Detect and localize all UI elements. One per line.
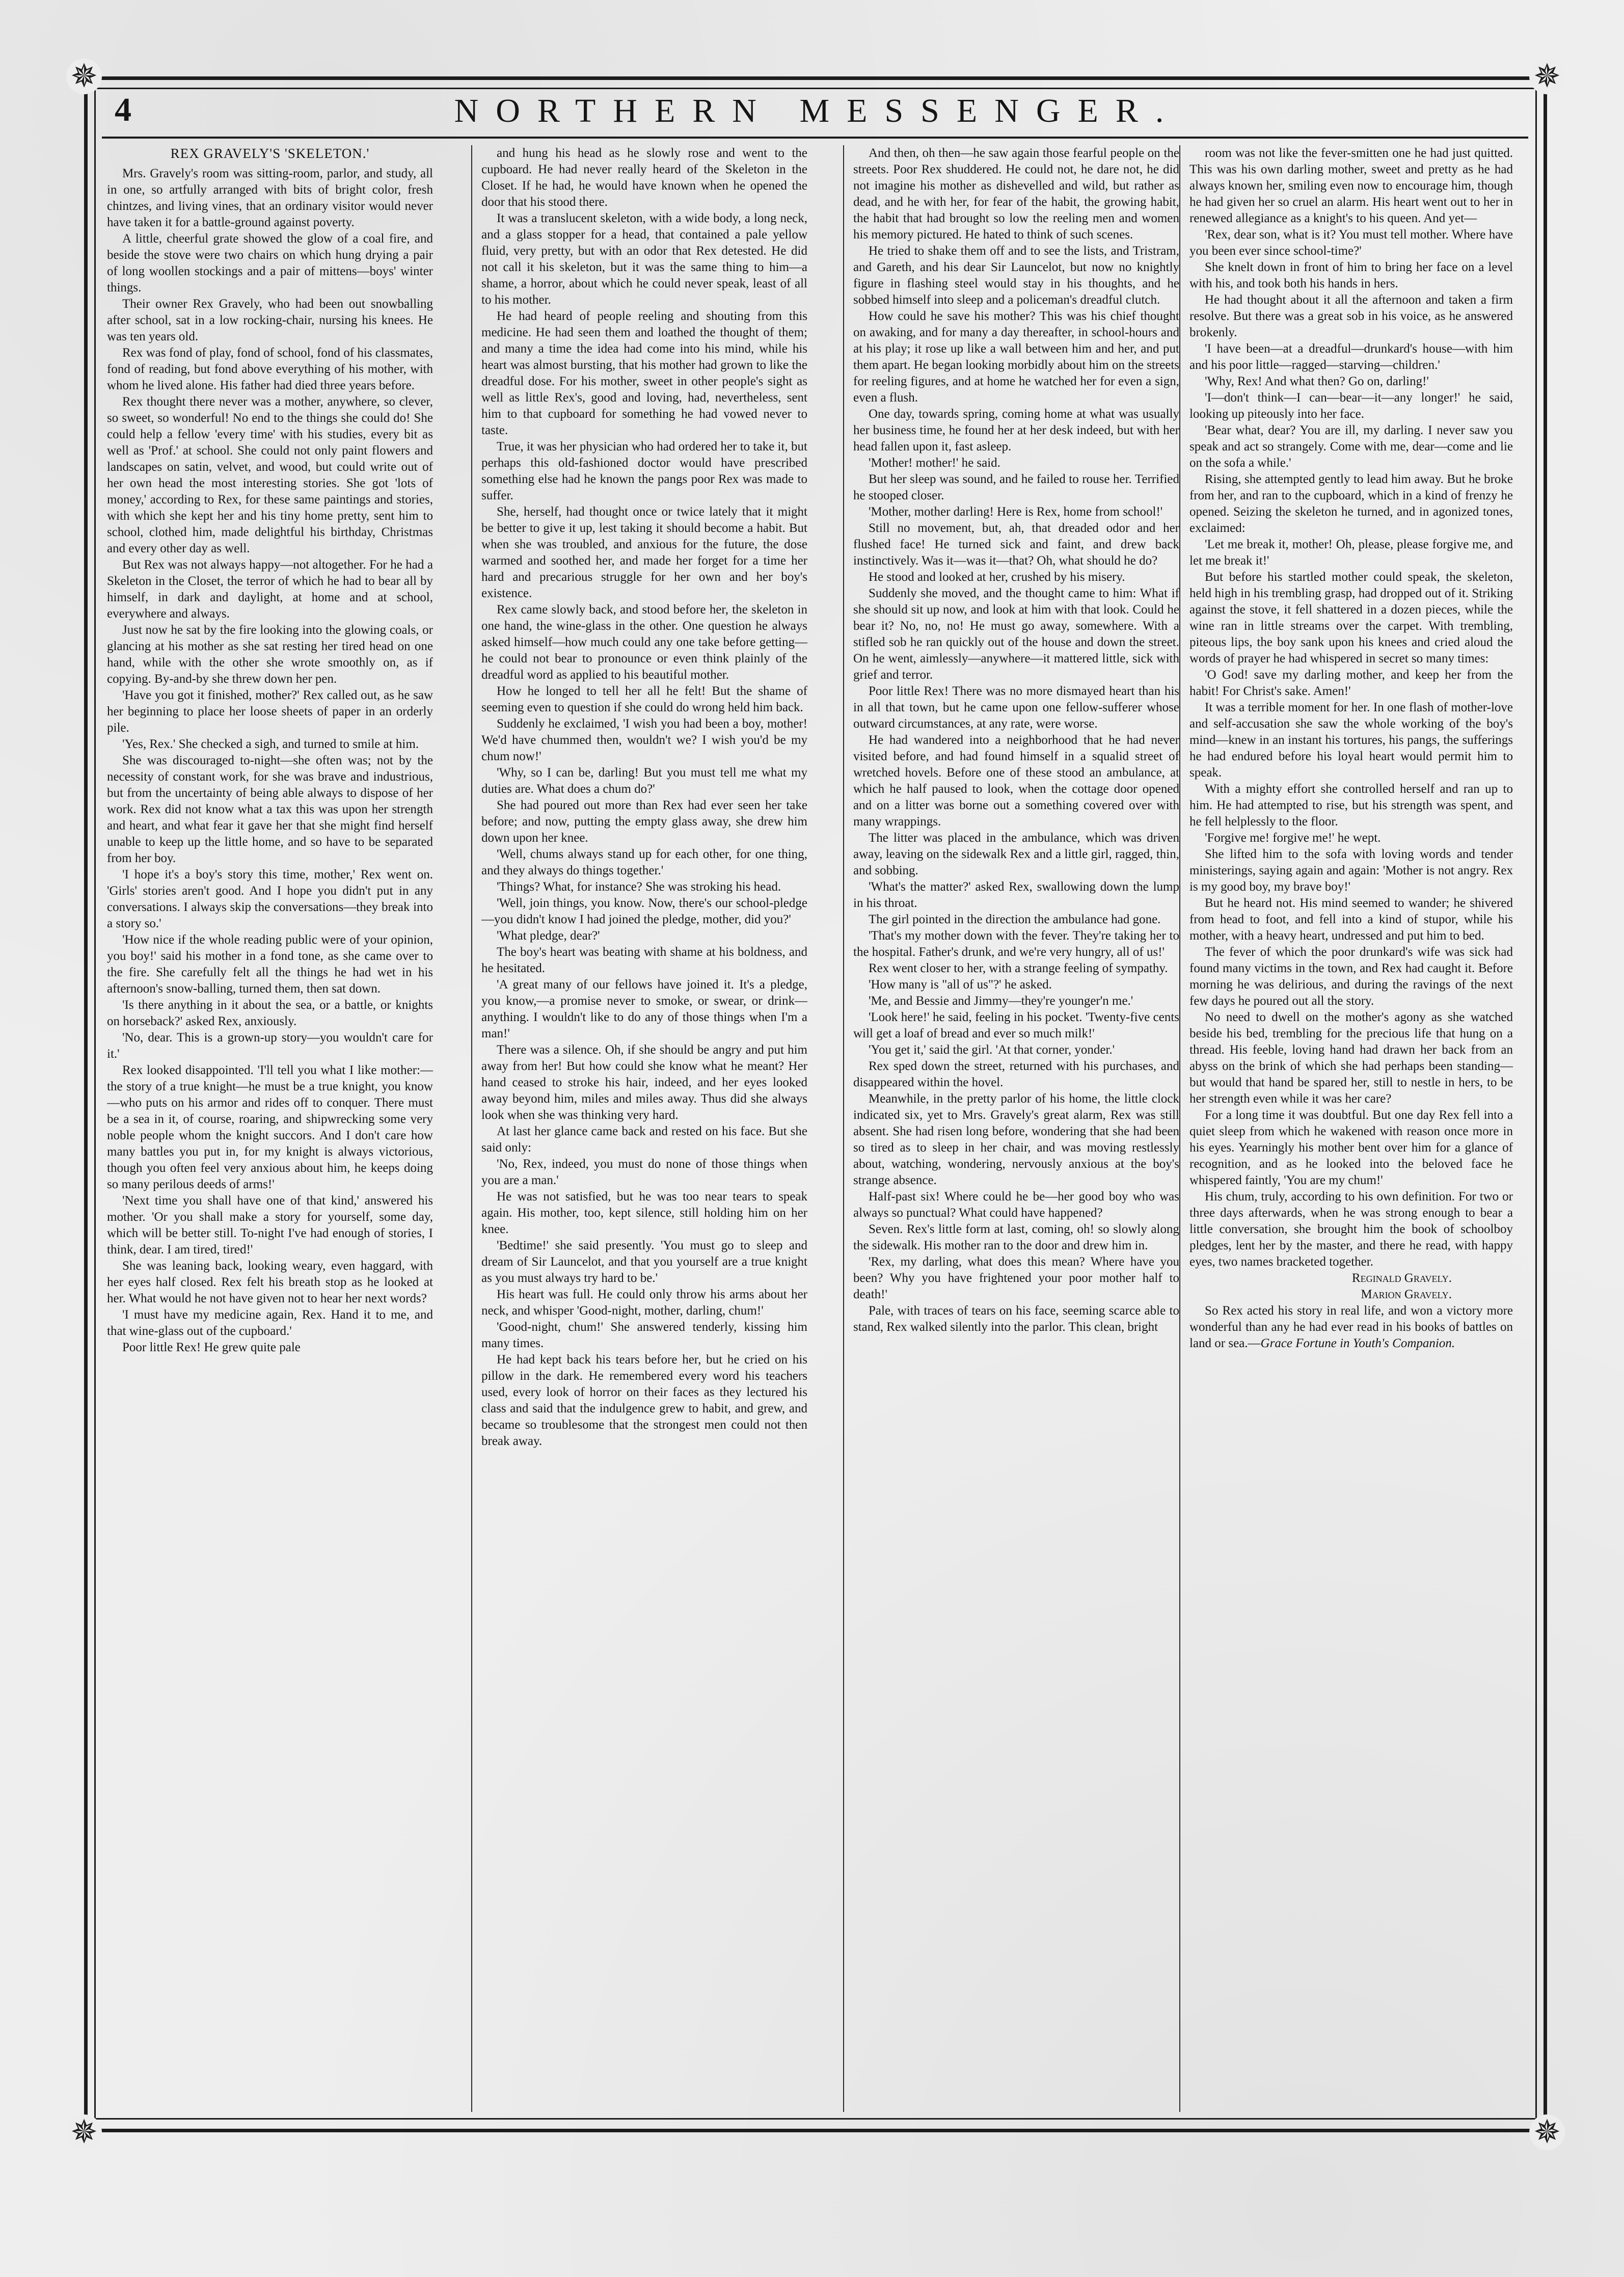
paragraph: 'Forgive me! forgive me!' he wept. [1205, 831, 1381, 845]
corner-ornament-icon: ✵ [1529, 2114, 1565, 2150]
paragraph: She lifted him to the sofa with loving words and tender ministerings, saying again and again: 'Mother is not angry. Rex is my good boy, my brave boy!' [1189, 847, 1513, 894]
paragraph: But before his startled mother could speak, the skeleton, held high in his trembling grasp, had dropped out of it. Striking against the stove, it fell shattered in a dozen pieces, while the wine ran in little streams over the carpet. With trembling, piteous lips, the boy sank upon his knees and cried aloud the words of prayer he had whispered in secret so many times: [1189, 570, 1513, 665]
paragraph: He stood and looked at her, crushed by his misery. [869, 570, 1125, 584]
paragraph: 'What's the matter?' asked Rex, swallowing down the lump in his throat. [853, 880, 1179, 910]
paragraph: 'O God! save my darling mother, and keep her from the habit! For Christ's sake. Amen!' [1189, 668, 1513, 698]
paragraph: 'Mother, mother darling! Here is Rex, home from school!' [869, 505, 1163, 519]
article-column-4 [1189, 145, 1513, 2117]
paragraph: He was not satisfied, but he was too near tears to speak again. His mother, too, kept silence, still holding him on her knee. [481, 1190, 807, 1236]
closing-paragraph [1189, 1303, 1513, 1352]
masthead [115, 87, 1521, 138]
corner-ornament-icon: ✵ [66, 59, 102, 94]
paragraph: 'You get it,' said the girl. 'At that corner, yonder.' [869, 1043, 1115, 1057]
paragraph: room was not like the fever-smitten one he had just quitted. This was his own darling mother, sweet and pretty as he had always known her, smiling even now to encourage him, though he had given her so cruel an alarm. His heart went out to her in renewed allegiance as a knight's to his queen. And yet— [1189, 146, 1513, 225]
paragraph: 'That's my mother down with the fever. They're taking her to the hospital. Father's drunk, and we're very hungry, all of us!' [853, 929, 1179, 959]
paragraph: His heart was full. He could only throw his arms about her neck, and whisper 'Good-night, mother, darling, chum!' [481, 1288, 807, 1318]
paragraph: Mrs. Gravely's room was sitting-room, parlor, and study, all in one, so artfully arranged with bits of bright color, fresh chintzes, and living vines, that an ordinary visitor would never have taken it for a battle-ground against poverty. [107, 167, 433, 229]
paragraph: 'No, Rex, indeed, you must do none of those things when you are a man.' [481, 1157, 807, 1187]
paragraph: The girl pointed in the direction the ambulance had gone. [869, 913, 1161, 926]
paragraph: She, herself, had thought once or twice lately that it might be better to give it up, lest taking it should become a habit. But when she was troubled, and anxious for the future, the dose warmed and soothed her, and made her forget for a time her hard and precarious struggle for her own and her boy's existence. [481, 505, 807, 600]
paragraph: Rex was fond of play, fond of school, fond of his classmates, fond of reading, but fond above everything of his mother, with whom he lived alone. His father had died three years before. [107, 346, 433, 392]
paragraph: But he heard not. His mind seemed to wander; he shivered from head to foot, and fell into a kind of stupor, while his mother, with a heavy heart, undressed and put him to bed. [1189, 896, 1513, 943]
paragraph: She had poured out more than Rex had ever seen her take before; and now, putting the empty glass away, she drew him down upon her knee. [481, 798, 807, 845]
paragraph: 'Well, chums always stand up for each other, for one thing, and they always do things together.' [481, 847, 807, 877]
paragraph: Poor little Rex! There was no more dismayed heart than his in all that town, but he came upon one fellow-sufferer whose outward circumstances, at any rate, were worse. [853, 684, 1179, 731]
paragraph: 'How nice if the whole reading public were of your opinion, you boy!' said his mother in a fond tone, as she came over to the fire. She carefully felt all the things he had wet in his afternoon's snow-balling, turned them, then sat down. [107, 933, 433, 996]
paragraph: And then, oh then—he saw again those fearful people on the streets. Poor Rex shuddered. He could not, he dare not, he did not imagine his mother as dishevelled and wild, but rather as dead, and he with her, for fear of the habit, the growing habit, the habit that had brought so low the reeling men and women his memory pictured. He hated to think of such scenes. [853, 146, 1179, 242]
paragraph: Rex thought there never was a mother, anywhere, so clever, so sweet, so wonderful! No end to the things she could do! She could help a fellow 'every time' with his studies, every bit as well as 'Prof.' at school. She could not only paint flowers and landscapes on satin, velvet, and wood, but could write out of her own head the most interesting stories. She got 'lots of money,' according to Rex, for these same paintings and stories, with which she kept her and his tiny home pretty, sent him to school, clothed him, made delightful his birthday, Christmas and every other day as well. [107, 395, 433, 555]
paragraph: 'Next time you shall have one of that kind,' answered his mother. 'Or you shall make a story for yourself, some day, which will be better still. To-night I've had enough of stories, I think, dear. I am tired, tired!' [107, 1194, 433, 1256]
paragraph: 'What pledge, dear?' [497, 929, 600, 943]
paragraph: 'Well, join things, you know. Now, there's our school-pledge—you didn't know I had joined the pledge, mother, did you?' [481, 896, 807, 926]
signature-block [1189, 1270, 1452, 1303]
paragraph: She was discouraged to-night—she often was; not by the necessity of constant work, for she was brave and industrious, but from the uncertainty of being able always to dispose of her work. Rex did not know what a tax this was upon her strength and heart, and what fear it gave her that she might find herself unable to keep up the little home, and so have to be separated from her boy. [107, 754, 433, 865]
paragraph: 'Rex, dear son, what is it? You must tell mother. Where have you been ever since school-time?' [1189, 228, 1513, 258]
paragraph: 'Let me break it, mother! Oh, please, please forgive me, and let me break it!' [1189, 538, 1513, 568]
paragraph: 'No, dear. This is a grown-up story—you wouldn't care for it.' [107, 1031, 433, 1061]
paragraph: 'Yes, Rex.' She checked a sigh, and turned to smile at him. [122, 737, 419, 751]
paragraph: Rex went closer to her, with a strange feeling of sympathy. [869, 961, 1168, 975]
paragraph: There was a silence. Oh, if she should be angry and put him away from her! But how could she know what he meant? Her hand ceased to stroke his hair, indeed, and her eyes looked away beyond him, miles and miles away. Thus did she always look when she was thinking very hard. [481, 1043, 807, 1122]
paragraph: Half-past six! Where could he be—her good boy who was always so punctual? What could have happened? [853, 1190, 1179, 1220]
paragraph: Seven. Rex's little form at last, coming, oh! so slowly along the sidewalk. His mother ran to the door and drew him in. [853, 1222, 1179, 1252]
paragraph: For a long time it was doubtful. But one day Rex fell into a quiet sleep from which he wakened with reason once more in his eyes. Yearningly his mother bent over him for a glance of recognition, and as he looked into the beloved face he whispered faintly, 'You are my chum!' [1189, 1108, 1513, 1187]
paragraph: He had thought about it all the afternoon and taken a firm resolve. But there was a great sob in his voice, as he answered brokenly. [1189, 293, 1513, 339]
paragraph: 'Bedtime!' she said presently. 'You must go to sleep and dream of Sir Launcelot, and that you yourself are a true knight as you must always try hard to be.' [481, 1239, 807, 1285]
paragraph: One day, towards spring, coming home at what was usually her business time, he found her at her desk indeed, but with her head fallen upon it, fast asleep. [853, 407, 1179, 453]
paragraph: Meanwhile, in the pretty parlor of his home, the little clock indicated six, yet to Mrs. Gravely's great alarm, Rex was still absent. She had risen long before, wondering that she had been so tired as to sleep in her chair, and was moving restlessly about, watching, wondering, nervously anxious at the boy's strange absence. [853, 1092, 1179, 1187]
paragraph: The boy's heart was beating with shame at his boldness, and he hesitated. [481, 945, 807, 975]
paragraph: He tried to shake them off and to see the lists, and Tristram, and Gareth, and his dear Sir Launcelot, but now no knightly figure in flashing steel would stay in his thoughts, and he sobbed himself into sleep and a policeman's dreadful clutch. [853, 244, 1179, 307]
paragraph: Poor little Rex! He grew quite pale [122, 1341, 301, 1354]
paragraph: Just now he sat by the fire looking into the glowing coals, or glancing at his mother as she sat resting her tired head on one hand, while with the other she wrote smoothly on, as if copying. By-and-by she threw down her pen. [107, 623, 433, 686]
column-divider [1179, 145, 1180, 2112]
paragraph: 'Good-night, chum!' She answered tenderly, kissing him many times. [481, 1320, 807, 1350]
paragraph: Suddenly he exclaimed, 'I wish you had been a boy, mother! We'd have chummed then, wouldn't we? I wish you'd be my chum now!' [481, 717, 807, 763]
paragraph: Rising, she attempted gently to lead him away. But he broke from her, and ran to the cupboard, which in a kind of frenzy he opened. Seizing the skeleton he turned, and in agonized tones, exclaimed: [1189, 472, 1513, 535]
signature-name: Reginald Gravely. [1351, 1271, 1452, 1285]
paragraph: Rex looked disappointed. 'I'll tell you what I like mother:—the story of a true knight—he must be a true knight, you know—who puts on his armor and rides off to conquer. There must be a sea in it, of course, roaring, and shipwrecking some very noble people whom the knight succors. And I don't care how many battles you put in, for my knight is always victorious, though you often feel very anxious about him, he keeps doing so many perilous deeds of arms!' [107, 1063, 433, 1191]
paragraph: It was a terrible moment for her. In one flash of mother-love and self-accusation she saw the whole working of the boy's mind—knew in an instant his tortures, his pangs, the sufferings he had endured before his loyal heart would permit him to speak. [1189, 701, 1513, 780]
paragraph: Still no movement, but, ah, that dreaded odor and her flushed face! He turned sick and faint, and drew back instinctively. Was it—was it—that? Oh, what should he do? [853, 521, 1179, 568]
article-column-1 [107, 145, 433, 2117]
paragraph: 'A great many of our fellows have joined it. It's a pledge, you know,—a promise never to smoke, or swear, or drink—anything. I wouldn't like to do any of those things when I'm a man!' [481, 978, 807, 1040]
paragraph: 'Me, and Bessie and Jimmy—they're younger'n me.' [869, 994, 1133, 1008]
paragraph: True, it was her physician who had ordered her to take it, but perhaps this old-fashioned doctor would have prescribed something else had he known the pangs poor Rex was made to suffer. [481, 440, 807, 502]
publication-title: NORTHERN MESSENGER. [454, 92, 1181, 129]
paragraph: 'Rex, my darling, what does this mean? Where have you been? Why you have frightened your poor mother half to death!' [853, 1255, 1179, 1301]
signature-name: Marion Gravely. [1361, 1288, 1452, 1301]
masthead-rule [102, 137, 1528, 139]
paragraph: The fever of which the poor drunkard's wife was sick had found many victims in the town, and Rex had caught it. Before morning he was delirious, and during the ravings of the next few days he poured out all the story. [1189, 945, 1513, 1008]
paragraph: The litter was placed in the ambulance, which was driven away, leaving on the sidewalk Rex and a little girl, ragged, thin, and sobbing. [853, 831, 1179, 877]
paragraph: Pale, with traces of tears on his face, seeming scarce able to stand, Rex walked silently into the parlor. This clean, bright [853, 1304, 1179, 1334]
article-column-3 [853, 145, 1179, 2117]
paragraph: It was a translucent skeleton, with a wide body, a long neck, and a glass stopper for a head, that contained a pale yellow fluid, very pretty, but with an odor that Rex detested. He did not call it his skeleton, but it was the same thing to him—a shame, a horror, about which he could never speak, least of all to his mother. [481, 211, 807, 307]
paragraph: 'Look here!' he said, feeling in his pocket. 'Twenty-five cents will get a loaf of bread and ever so much milk!' [853, 1010, 1179, 1040]
paragraph: How he longed to tell her all he felt! But the shame of seeming even to question if she could do wrong held him back. [481, 684, 807, 714]
paragraph: With a mighty effort she controlled herself and ran up to him. He had attempted to rise, but his strength was spent, and he fell helplessly to the floor. [1189, 782, 1513, 828]
paragraph: and hung his head as he slowly rose and went to the cupboard. He had never really heard of the Skeleton in the Closet. If he had, he would have known when he opened the door that his stood there. [481, 146, 807, 209]
story-title: REX GRAVELY'S 'SKELETON.' [170, 146, 370, 161]
paragraph: 'Mother! mother!' he said. [869, 456, 1000, 470]
source-credit: Grace Fortune in Youth's Companion. [1260, 1336, 1455, 1350]
paragraph: He had kept back his tears before her, but he cried on his pillow in the dark. He remembered every word his teachers used, every look of horror on their faces as they lectured his class and said that the indulgence grew to habit, and grew, and became so troublesome that the strongest men could not then break away. [481, 1353, 807, 1448]
paragraph: A little, cheerful grate showed the glow of a coal fire, and beside the stove were two chairs on which hung drying a pair of long woollen stockings and a pair of mittens—boys' winter things. [107, 232, 433, 294]
paragraph: He had wandered into a neighborhood that he had never visited before, and had found himself in a squalid street of wretched hovels. Before one of these stood an ambulance, at which he half paused to look, when the cottage door opened and on a litter was borne out a something covered over with many wrappings. [853, 733, 1179, 828]
paragraph: 'Have you got it finished, mother?' Rex called out, as he saw her beginning to place her loose sheets of paper in an orderly pile. [107, 688, 433, 735]
paragraph: 'Bear what, dear? You are ill, my darling. I never saw you speak and act so strangely. Come with me, dear—come and lie on the sofa a while.' [1189, 423, 1513, 470]
paragraph: 'Is there anything in it about the sea, or a battle, or knights on horseback?' asked Rex, anxiously. [107, 998, 433, 1028]
paragraph: How could he save his mother? This was his chief thought on awaking, and for many a day thereafter, in school-hours and at his play; it rose up like a wall between him and her, and put them apart. He began looking morbidly about him on the streets for reeling figures, and at home he watched her for even a sign, even a flush. [853, 309, 1179, 405]
paragraph: She was leaning back, looking weary, even haggard, with her eyes half closed. Rex felt his breath stop as he looked at her. What would he not have given not to hear her next words? [107, 1259, 433, 1305]
column-divider [471, 145, 472, 2112]
paragraph: Rex came slowly back, and stood before her, the skeleton in one hand, the wine-glass in the other. One question he always asked himself—how much could any one take before getting—he could not bear to pronounce or even think plainly of the dreadful word as applied to his beautiful mother. [481, 603, 807, 682]
paragraph: 'How many is "all of us"?' he asked. [869, 978, 1052, 992]
paragraph: 'I have been—at a dreadful—drunkard's house—with him and his poor little—ragged—starving—children.' [1189, 342, 1513, 372]
paragraph: Rex sped down the street, returned with his purchases, and disappeared within the hovel. [853, 1059, 1179, 1089]
paragraph: 'I—don't think—I can—bear—it—any longer!' he said, looking up piteously into her face. [1189, 391, 1513, 421]
closing-text: So Rex acted his story in real life, and won a victory more wonderful than any he had ever read in his books of battles on land or sea.— [1189, 1304, 1513, 1350]
paragraph: At last her glance came back and rested on his face. But she said only: [481, 1124, 807, 1155]
paragraph: 'I must have my medicine again, Rex. Hand it to me, and that wine-glass out of the cupboard.' [107, 1308, 433, 1338]
paragraph: Their owner Rex Gravely, who had been out snowballing after school, sat in a low rocking-chair, nursing his knees. He was ten years old. [107, 297, 433, 343]
corner-ornament-icon: ✵ [66, 2114, 102, 2150]
paragraph: 'Why, so I can be, darling! But you must tell me what my duties are. What does a chum do?' [481, 766, 807, 796]
paragraph: 'Things? What, for instance? She was stroking his head. [497, 880, 781, 894]
corner-ornament-icon: ✵ [1529, 59, 1565, 94]
paragraph: Suddenly she moved, and the thought came to him: What if she should sit up now, and look at him with that look. Could he bear it? No, no, no! He must go away, somewhere. With a stifled sob he ran quickly out of the house and down the street. On he went, aimlessly—anywhere—it mattered little, sick with grief and terror. [853, 586, 1179, 682]
paragraph: But Rex was not always happy—not altogether. For he had a Skeleton in the Closet, the terror of which he had to bear all by himself, in dark and daylight, at home and at school, everywhere and always. [107, 558, 433, 621]
paragraph: No need to dwell on the mother's agony as she watched beside his bed, trembling for the precious life that hung on a thread. His feeble, loving hand had drawn her back from an abyss on the brink of which she had perhaps been standing—but would that hand be spared her, still to nestle in hers, to be her strength even while it was her care? [1189, 1010, 1513, 1106]
paragraph: He had heard of people reeling and shouting from this medicine. He had seen them and loathed the thought of them; and many a time the idea had come into his mind, while his heart was almost bursting, that his mother had grown to like the dreadful dose. For his mother, sweet in other people's sight as well as little Rex's, good and loving, had, nevertheless, sent him to that cupboard for something he had vowed never to taste. [481, 309, 807, 437]
paragraph: But her sleep was sound, and he failed to rouse her. Terrified he stooped closer. [853, 472, 1179, 502]
paragraph: 'Why, Rex! And what then? Go on, darling!' [1205, 374, 1429, 388]
article-column-2 [481, 145, 807, 2117]
page-number: 4 [115, 91, 131, 128]
paragraph: She knelt down in front of him to bring her face on a level with his, and took both his hands in hers. [1189, 260, 1513, 290]
paragraph: His chum, truly, according to his own definition. For two or three days afterwards, when he was strong enough to bear a little conversation, she brought him the book of schoolboy pledges, lent her by the master, and there he read, with happy eyes, two names bracketed together. [1189, 1190, 1513, 1269]
column-divider [843, 145, 844, 2112]
paragraph: 'I hope it's a boy's story this time, mother,' Rex went on. 'Girls' stories aren't good. And I hope you didn't put in any conversations. I always skip the conversations—they break into a story so.' [107, 868, 433, 930]
